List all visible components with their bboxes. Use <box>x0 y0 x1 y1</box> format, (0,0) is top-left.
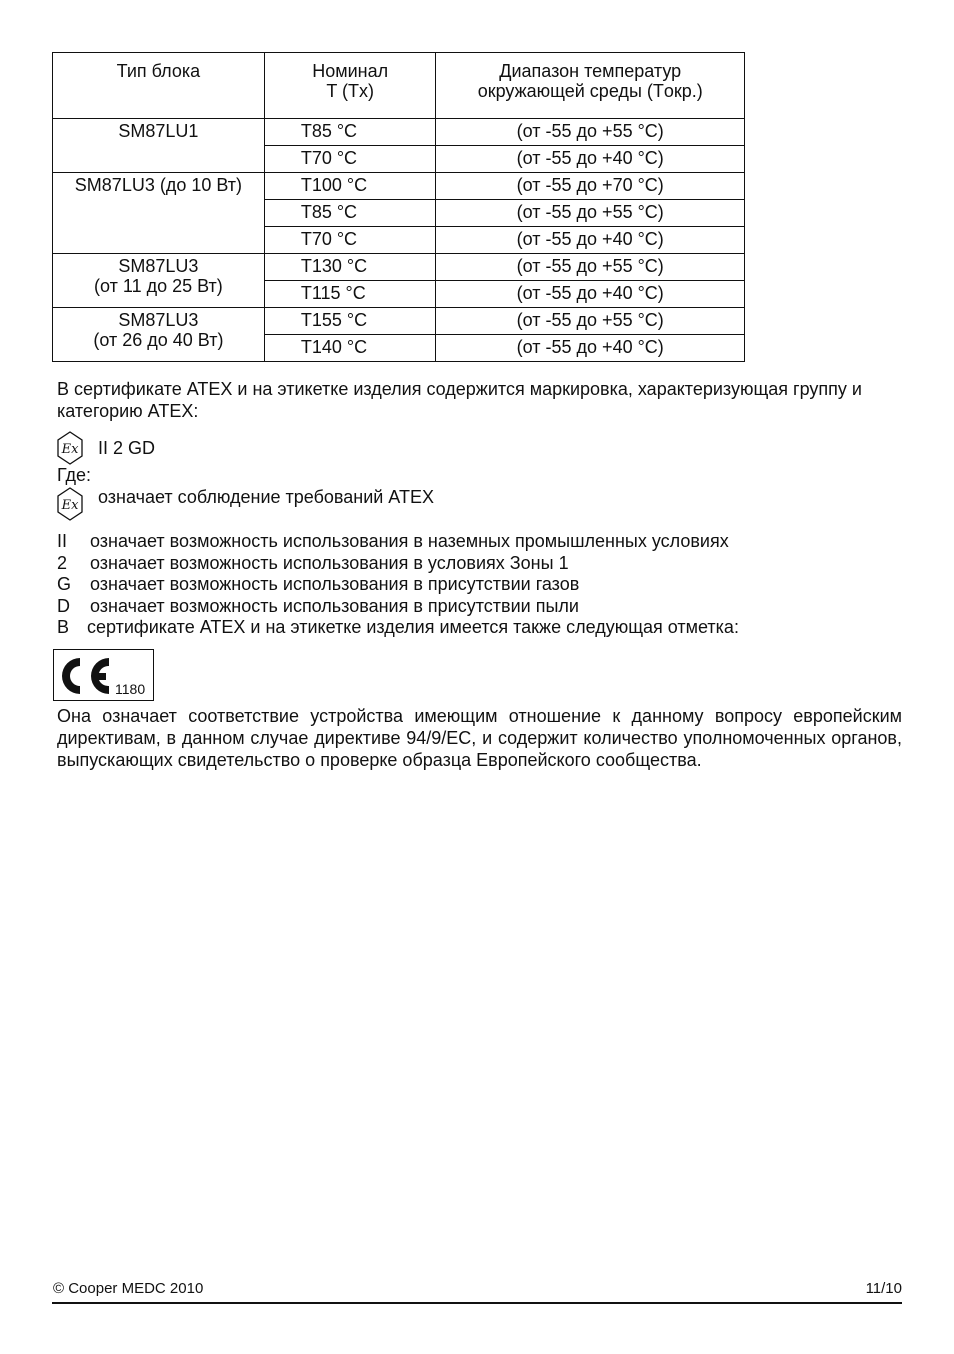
list-term: G <box>57 574 72 594</box>
list-term: II <box>57 531 68 551</box>
range-cell: (от -55 до +70 °C) <box>436 173 745 200</box>
list-term: D <box>57 595 70 616</box>
list-item <box>57 553 902 575</box>
range-cell: (от -55 до +40 °C) <box>436 335 745 362</box>
where-label: Где: <box>57 465 92 485</box>
list-text: означает возможность использования в наземных промышленных условиях <box>90 531 729 551</box>
range-cell: (от -55 до +55 °C) <box>436 119 745 146</box>
ex-hexagon-icon <box>52 486 88 522</box>
notified-body-number: 1180 <box>115 681 146 697</box>
range-cell: (от -55 до +55 °C) <box>436 200 745 227</box>
ex-hexagon-icon <box>52 430 88 466</box>
rating-cell: T85 °C <box>264 200 436 227</box>
table-header-row <box>53 53 745 119</box>
table-row <box>53 119 745 146</box>
svg-text:Ex: Ex <box>61 498 79 513</box>
list-term: В <box>57 617 70 637</box>
ex-meaning-line <box>52 486 434 522</box>
marking-code: II 2 GD <box>98 438 156 458</box>
rating-cell: T115 °C <box>264 281 436 308</box>
atex-intro-paragraph: В сертификате ATEX и на этикетке изделия содержится маркировка, характеризующая группу и категорию ATEX: <box>57 379 862 421</box>
rating-cell: T100 °C <box>264 173 436 200</box>
rating-cell: T130 °C <box>264 254 436 281</box>
list-term: 2 <box>57 552 68 573</box>
header-ambient-range: Диапазон температур окружающей среды (Tокр.) <box>436 53 745 119</box>
list-text: означает возможность использования в присутствии пыли <box>90 595 579 616</box>
ce-mark-box <box>53 649 154 701</box>
svg-text:Ex: Ex <box>61 442 79 457</box>
footer-page-code: 11/10 <box>865 1280 902 1297</box>
ce-explanation-paragraph: Она означает соответствие устройства имеющим отношение к данному вопросу европейским директивам, в данном случае директиве 94/9/EC, и содержит количество уполномоченных органов, выпускающих свидетельство о проверке образца Европейского сообщества. <box>57 706 902 770</box>
list-item <box>57 574 902 596</box>
header-unit-type: Тип блока <box>53 53 265 119</box>
unit-cell: SM87LU3 (от 26 до 40 Вт) <box>53 308 265 362</box>
rating-cell: T140 °C <box>264 335 436 362</box>
atex-marking <box>52 430 155 466</box>
rating-cell: T155 °C <box>264 308 436 335</box>
list-text: сертификате ATEX и на этикетке изделия имеется также следующая отметка: <box>87 617 739 637</box>
footer-copyright: © Cooper MEDC 2010 <box>53 1280 204 1297</box>
range-cell: (от -55 до +40 °C) <box>436 227 745 254</box>
table-row <box>53 173 745 200</box>
ex-meaning-text: означает соблюдение требований ATEX <box>98 487 434 507</box>
unit-cell: SM87LU1 <box>53 119 265 173</box>
ce-mark-icon <box>58 653 114 699</box>
range-cell: (от -55 до +40 °C) <box>436 281 745 308</box>
table-row <box>53 308 745 335</box>
unit-cell: SM87LU3 (до 10 Вт) <box>53 173 265 254</box>
list-text: означает возможность использования в условиях Зоны 1 <box>90 552 569 573</box>
list-text: означает возможность использования в присутствии газов <box>90 574 580 594</box>
header-rating: Номинал T (Tx) <box>264 53 436 119</box>
range-cell: (от -55 до +40 °C) <box>436 146 745 173</box>
rating-cell: T70 °C <box>264 146 436 173</box>
list-item <box>57 531 902 553</box>
footer-divider <box>52 1302 902 1304</box>
marking-legend-list <box>57 531 902 639</box>
unit-cell: SM87LU3 (от 11 до 25 Вт) <box>53 254 265 308</box>
rating-cell: T85 °C <box>264 119 436 146</box>
range-cell: (от -55 до +55 °C) <box>436 308 745 335</box>
table-row <box>53 254 745 281</box>
range-cell: (от -55 до +55 °C) <box>436 254 745 281</box>
list-item <box>57 617 902 639</box>
temperature-table <box>52 52 745 362</box>
rating-cell: T70 °C <box>264 227 436 254</box>
list-item <box>57 596 902 618</box>
